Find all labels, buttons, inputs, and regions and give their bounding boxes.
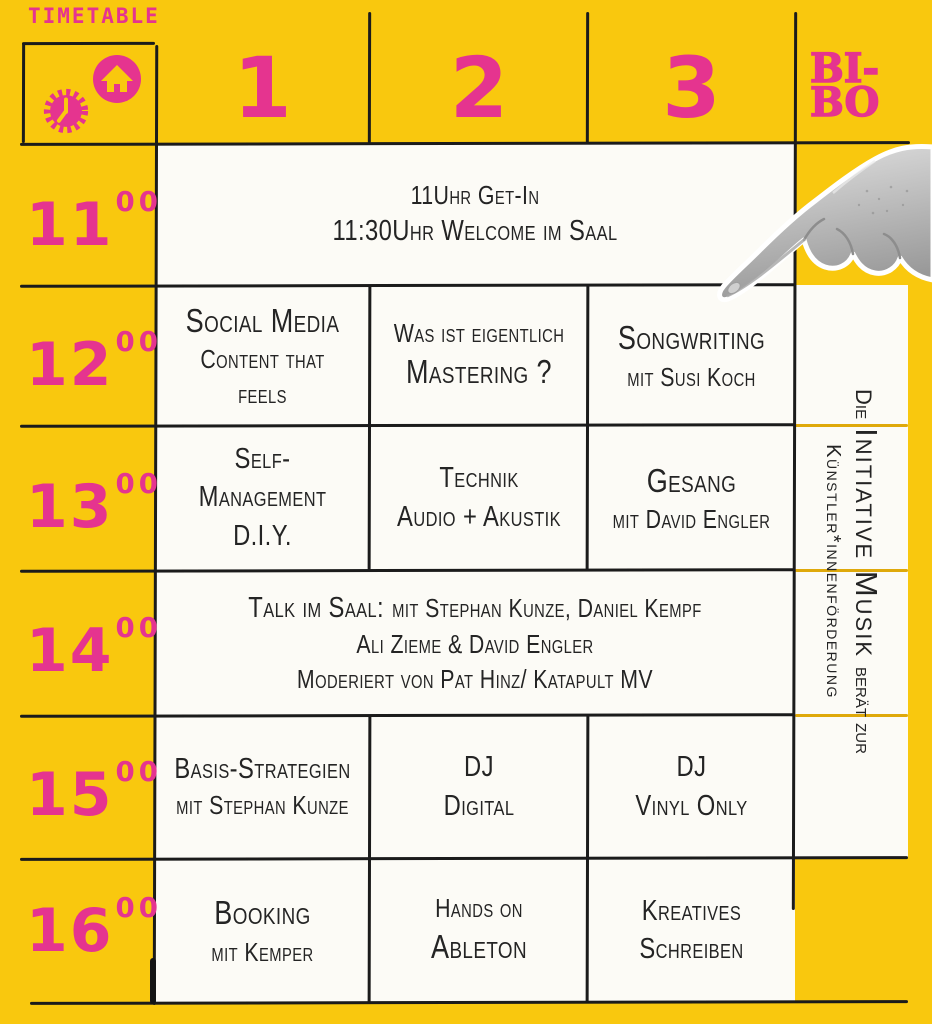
cell-gesang [607,425,777,576]
event-line: 11Uhr Get-In [410,179,540,210]
cell-kreatives-schreiben [607,858,777,1008]
time-hour: 11 [26,190,114,260]
column-header-2: 2 [449,39,509,137]
event-title: Mastering ? [405,353,553,391]
cell-technik [390,425,569,576]
time-hour: 15 [26,760,114,830]
column-header-3: 3 [662,39,721,137]
event-line: Ali Zieme & David Engler [356,629,594,660]
time-minutes: 00 [115,184,162,218]
side-note-line2: Künstler*innenförderung [822,444,844,699]
cell-booking [174,858,350,1008]
cell-talk-im-saal [213,570,738,721]
cell-ableton [390,858,569,1008]
event-line [248,589,701,627]
cell-get-in [213,143,738,291]
time-label-13 [26,466,162,542]
time-hour: 14 [26,616,114,686]
side-note-pre: Die [851,389,876,420]
event-title: Basis-Strategien [174,753,351,786]
event-subtitle: Schreiben [639,933,744,965]
bibo-logo-line2: BO [810,78,880,126]
pointing-hand-image [717,139,932,313]
page-title: TIMETABLE [28,4,160,28]
event-title: Technik [439,462,519,495]
event-subtitle: Content that feels [200,344,325,409]
column-header-1: 1 [233,39,292,137]
grid-line [22,42,155,45]
event-subtitle: Was ist eigentlich [393,318,565,349]
event-subtitle: Vinyl Only [635,789,748,822]
home-icon [93,55,141,103]
time-hour: 12 [26,330,114,400]
time-hour: 16 [26,896,114,966]
cell-social-media [174,285,350,431]
time-minutes: 00 [115,754,162,788]
time-minutes: 00 [115,466,162,500]
side-note-initiative-musik [795,285,908,858]
bibo-logo-line1: BI- [810,45,880,92]
event-line: 11:30Uhr Welcome im Saal [332,215,618,248]
side-note-line1 [851,285,882,858]
event-title: Kreatives [641,894,742,927]
cell-dj-vinyl [607,715,777,864]
cell-basis-strategien [174,715,350,864]
event-title: Songwriting [617,319,766,357]
event-subtitle: Hands on [435,893,523,924]
event-title: Self-Management [198,443,327,514]
grid-line [22,43,25,143]
event-title: DJ [676,751,707,784]
event-subtitle: mit Susi Koch [627,361,756,392]
event-title: Social Media [185,301,340,339]
cell-self-management [174,425,350,576]
event-subtitle: Digital [443,789,515,822]
time-label-16 [26,890,162,966]
event-title: Gesang [646,461,737,499]
time-label-15 [26,754,162,830]
event-subtitle: mit David Engler [612,504,771,535]
side-note-highlight: Initiative Musik [849,428,884,658]
cell-mastering [390,285,569,431]
time-label-11 [26,184,162,260]
event-subtitle: mit Stephan Kunze [176,790,349,821]
bibo-logo [810,45,880,126]
time-minutes: 00 [115,324,162,358]
event-subtitle: mit Kemper [211,936,314,967]
time-label-12 [26,324,162,400]
time-hour: 13 [26,472,114,542]
event-line: Moderiert von Pat Hinz/ Katapult MV [296,663,654,694]
event-subtitle: Audio + Akustik [397,500,561,533]
event-subtitle: D.I.Y. [233,519,292,552]
side-note-post: berät zur [851,667,876,754]
clock-icon [43,88,89,134]
event-guests: mit Stephan Kunze, Daniel Kempf [392,593,702,624]
time-minutes: 00 [115,890,162,924]
event-title: Ableton [430,928,528,966]
event-lead: Talk im Saal: [248,592,385,625]
time-label-14 [26,610,162,686]
event-title: Booking [214,894,311,932]
time-minutes: 00 [115,610,162,644]
event-title: DJ [464,751,494,784]
cell-dj-digital [390,715,569,864]
